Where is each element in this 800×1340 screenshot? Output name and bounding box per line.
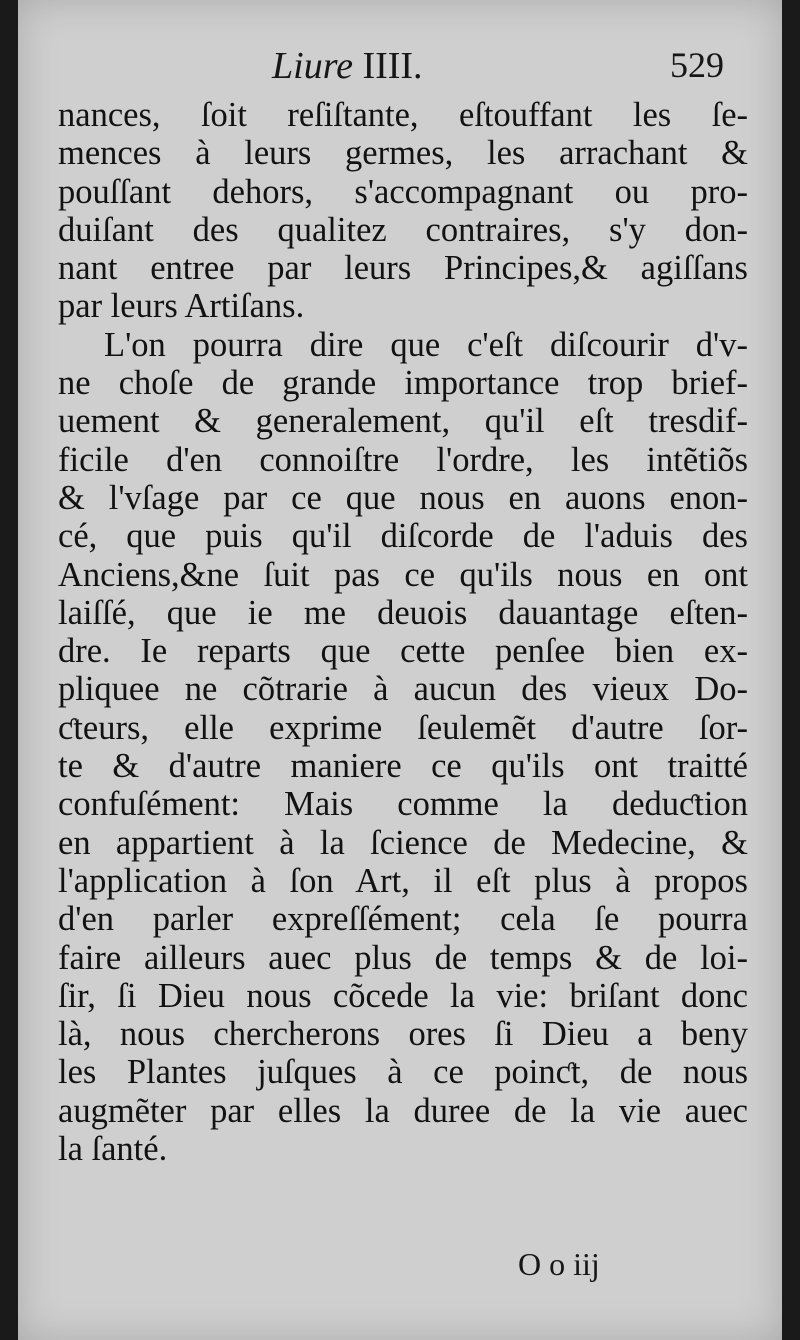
text-line: confuſément: Mais comme la deduƈtion — [58, 785, 748, 824]
running-header — [18, 40, 782, 90]
text-line: Anciens,&ne ſuit pas ce qu'ils nous en ont — [58, 555, 748, 594]
signature-mark: O o iij — [518, 1246, 600, 1282]
text-line: ficile d'en connoiſtre l'ordre, les intẽtiõs — [58, 440, 748, 479]
running-title-book: Liure — [272, 45, 353, 87]
text-line: pouſſant dehors, s'accompagnant ou pro- — [58, 172, 748, 211]
text-line: cé, que puis qu'il diſcorde de l'aduis des — [58, 517, 748, 556]
text-line: la ſanté. — [58, 1130, 168, 1169]
text-line: nant entree par leurs Principes,& agiſſans — [58, 249, 748, 288]
text-line: L'on pourra dire que c'eſt diſcourir d'v- — [104, 325, 748, 364]
page-scan — [18, 0, 782, 1340]
body-text — [58, 96, 748, 1168]
text-line: là, nous chercherons ores ſi Dieu a beny — [58, 1015, 748, 1054]
text-line: nances, ſoit reſiſtante, eſtouffant les ſe- — [58, 96, 748, 134]
text-line: l'application à ſon Art, il eſt plus à propos — [58, 861, 748, 900]
text-line: laiſſé, que ie me deuois dauantage eſten- — [58, 593, 748, 632]
text-line: uement & generalement, qu'il eſt tresdif- — [58, 402, 748, 441]
text-line: te & d'autre maniere ce qu'ils ont traitté — [58, 747, 748, 786]
text-line: pliquee ne cõtrarie à aucun des vieux Do- — [58, 670, 748, 709]
text-line: faire ailleurs auec plus de temps & de loi- — [58, 938, 748, 977]
text-line: les Plantes juſques à ce poinƈt, de nous — [58, 1053, 748, 1092]
text-line: & l'vſage par ce que nous en auons enon- — [58, 478, 748, 517]
text-line: dre. Ie reparts que cette penſee bien ex- — [58, 632, 748, 671]
running-title-number: IIII. — [352, 45, 423, 87]
page-number: 529 — [670, 45, 724, 85]
text-line: par leurs Artiſans. — [58, 287, 305, 326]
text-line: d'en parler expreſſément; cela ſe pourra — [58, 900, 748, 939]
text-line: ſir, ſi Dieu nous cõcede la vie: briſant donc — [58, 976, 748, 1015]
text-line: mences à leurs germes, les arrachant & — [58, 134, 748, 173]
text-line: ƈteurs, elle exprime ſeulemẽt d'autre ſor- — [58, 708, 748, 747]
text-line: ne choſe de grande importance trop brief- — [58, 364, 748, 403]
text-line: duiſant des qualitez contraires, s'y don- — [58, 210, 748, 249]
text-line: augmẽter par elles la duree de la vie auec — [58, 1091, 748, 1130]
running-title — [272, 44, 423, 88]
text-line: en appartient à la ſcience de Medecine, & — [58, 823, 748, 862]
